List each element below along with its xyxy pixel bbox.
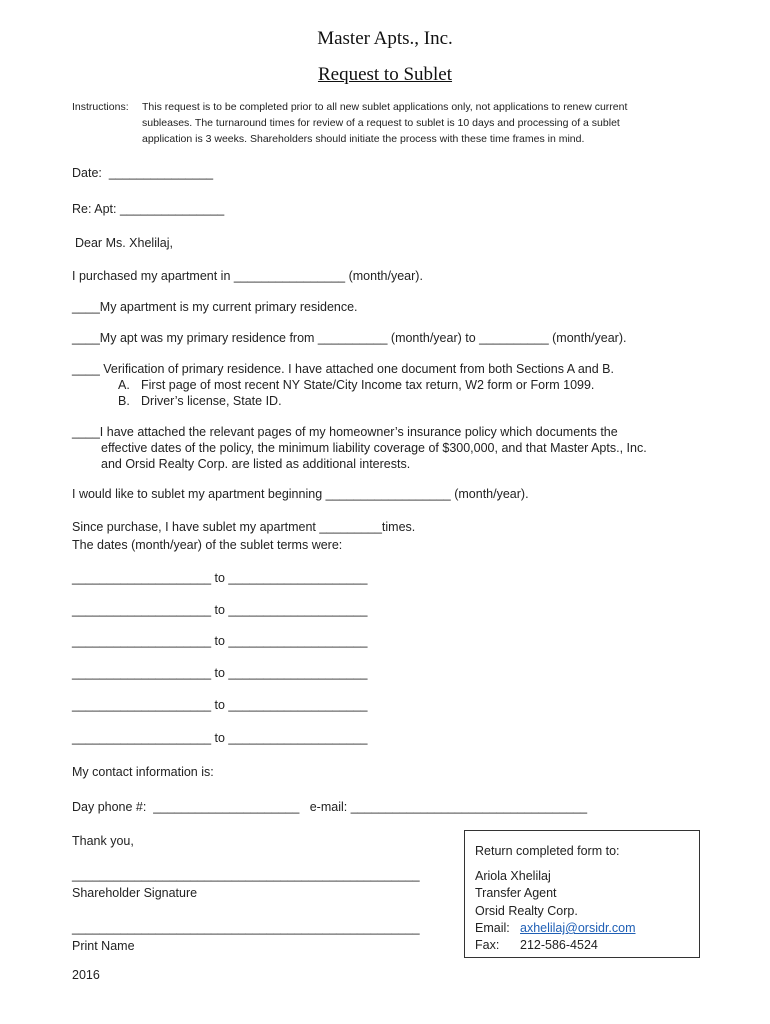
return-heading: Return completed form to:: [475, 844, 620, 858]
signature-line[interactable]: __________________________________________________: [72, 868, 420, 882]
print-name-line[interactable]: __________________________________________________: [72, 921, 420, 935]
sublet-term-row[interactable]: ____________________ to ____________________: [72, 634, 368, 648]
sublet-term-row[interactable]: ____________________ to ____________________: [72, 731, 368, 745]
sublet-start-field[interactable]: I would like to sublet my apartment beginning __________________ (month/year).: [72, 487, 529, 501]
form-title: Request to Sublet: [317, 64, 453, 85]
company-name: Master Apts., Inc.: [317, 28, 453, 49]
insurance-text: and Orsid Realty Corp. are listed as additional interests.: [101, 457, 411, 471]
return-address-box: [464, 830, 700, 958]
instructions-line: subleases. The turnaround times for review of a request to sublet is 10 days and processing of a sublet: [142, 117, 620, 129]
agent-company: Orsid Realty Corp.: [475, 904, 578, 918]
instructions-line: This request is to be completed prior to all new sublet applications only, not applications to renew current: [142, 101, 628, 113]
sublet-count-field[interactable]: Since purchase, I have sublet my apartment _________times.: [72, 520, 416, 534]
sublet-term-row[interactable]: ____________________ to ____________________: [72, 571, 368, 585]
section-b-letter: B.: [118, 394, 130, 408]
apt-field[interactable]: Re: Apt: _______________: [72, 202, 225, 216]
insurance-text: effective dates of the policy, the minimum liability coverage of $300,000, and that Master Apts., Inc.: [101, 441, 647, 455]
sublet-term-row[interactable]: ____________________ to ____________________: [72, 698, 368, 712]
form-year: 2016: [72, 968, 100, 982]
section-b-text: Driver’s license, State ID.: [141, 394, 282, 408]
former-residence-check[interactable]: ____My apt was my primary residence from __________ (month/year) to __________ (month/year).: [72, 331, 627, 345]
fax-label: Fax:: [475, 938, 500, 952]
date-field[interactable]: Date: _______________: [72, 166, 214, 180]
agent-name: Ariola Xhelilaj: [475, 869, 551, 883]
email-link[interactable]: axhelilaj@orsidr.com: [520, 921, 636, 935]
primary-residence-check[interactable]: ____My apartment is my current primary residence.: [72, 300, 358, 314]
section-a-letter: A.: [118, 378, 130, 392]
thank-you: Thank you,: [72, 834, 134, 848]
email-label: Email:: [475, 921, 510, 935]
agent-role: Transfer Agent: [475, 886, 557, 900]
section-a-text: First page of most recent NY State/City Income tax return, W2 form or Form 1099.: [141, 378, 595, 392]
instructions-line: application is 3 weeks. Shareholders should initiate the process with these time frames in mind.: [142, 133, 585, 145]
purchase-date-field[interactable]: I purchased my apartment in ________________ (month/year).: [72, 269, 423, 283]
print-name-label: Print Name: [72, 939, 135, 953]
sublet-term-row[interactable]: ____________________ to ____________________: [72, 603, 368, 617]
verification-check[interactable]: ____ Verification of primary residence. I have attached one document from both Sections A and B.: [72, 362, 614, 376]
sublet-term-row[interactable]: ____________________ to ____________________: [72, 666, 368, 680]
greeting: Dear Ms. Xhelilaj,: [75, 236, 173, 250]
signature-label: Shareholder Signature: [72, 886, 198, 900]
sublet-dates-label: The dates (month/year) of the sublet terms were:: [72, 538, 343, 552]
insurance-check[interactable]: ____I have attached the relevant pages of my homeowner’s insurance policy which documents the: [72, 425, 618, 439]
fax-number: 212-586-4524: [520, 938, 598, 952]
contact-heading: My contact information is:: [72, 765, 214, 779]
instructions-label: Instructions:: [72, 101, 129, 113]
contact-fields[interactable]: Day phone #: _____________________ e-mail: __________________________________: [72, 800, 588, 814]
